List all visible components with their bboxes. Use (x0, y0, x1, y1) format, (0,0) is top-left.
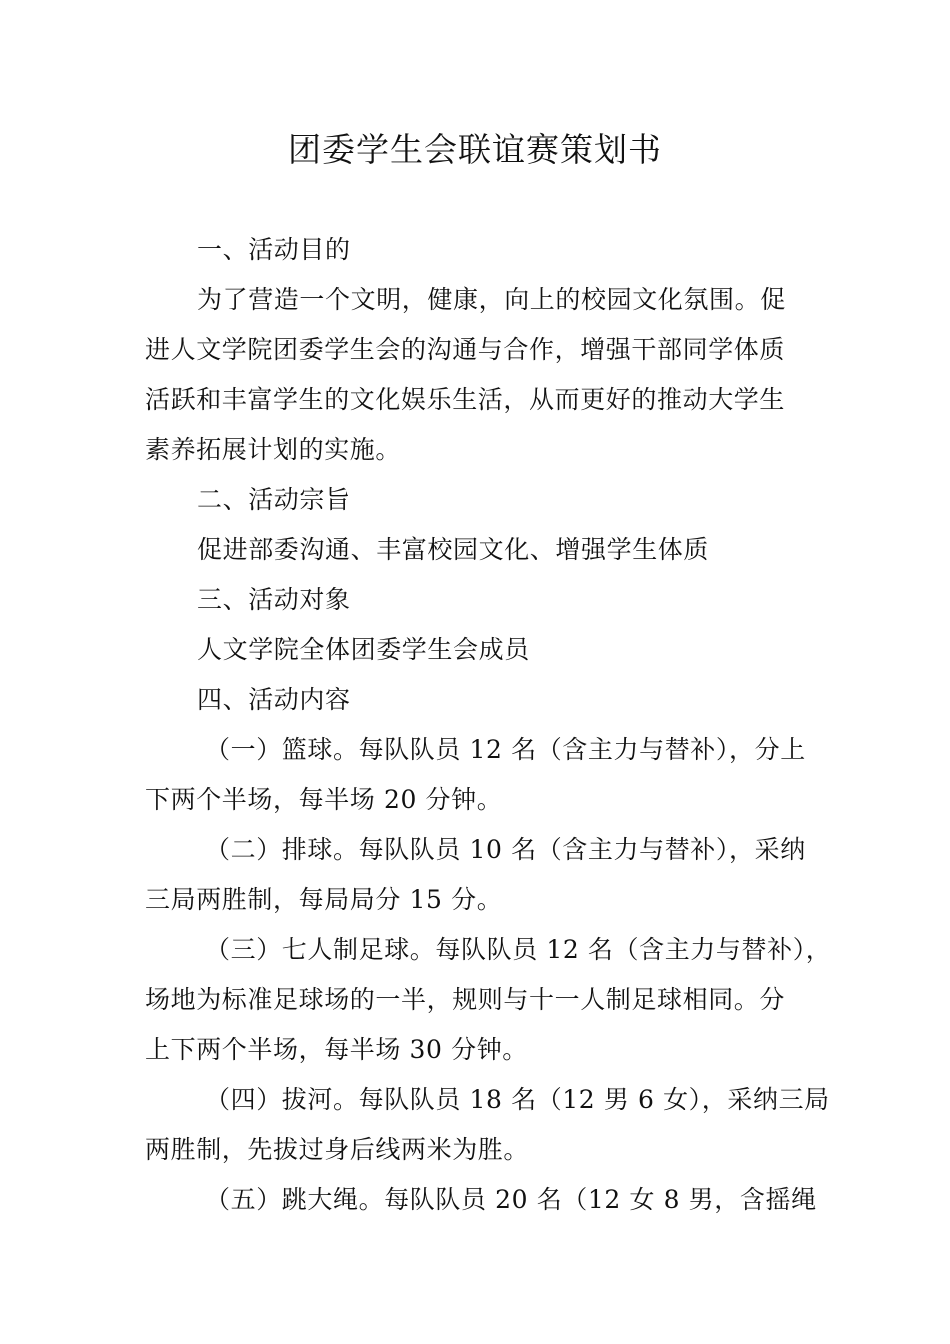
paragraph-line: 三局两胜制，每局局分 15 分。 (145, 885, 503, 914)
paragraph-line: 两胜制，先拔过身后线两米为胜。 (145, 1135, 530, 1164)
paragraph-line: 为了营造一个文明，健康，向上的校园文化氛围。促 (197, 285, 786, 314)
paragraph-line: 上下两个半场，每半场 30 分钟。 (145, 1035, 528, 1064)
document-title: 团委学生会联谊赛策划书 (288, 130, 662, 169)
paragraph-line: 素养拓展计划的实施。 (145, 435, 402, 464)
paragraph-line: 场地为标准足球场的一半，规则与十一人制足球相同。分 (145, 985, 786, 1014)
list-item-jump-rope: （五）跳大绳。每队队员 20 名（12 女 8 男，含摇绳 (205, 1185, 817, 1214)
section-heading-purpose: 一、活动目的 (197, 235, 351, 264)
paragraph-line: 进人文学院团委学生会的沟通与合作，增强干部同学体质 (145, 335, 786, 364)
list-item-tug-of-war: （四）拔河。每队队员 18 名（12 男 6 女），采纳三局 (205, 1085, 830, 1114)
section-heading-audience: 三、活动对象 (197, 585, 351, 614)
section-heading-content: 四、活动内容 (197, 685, 351, 714)
list-item-volleyball: （二）排球。每队队员 10 名（含主力与替补），采纳 (205, 835, 806, 864)
section-heading-aim: 二、活动宗旨 (197, 485, 351, 514)
paragraph-line: 活跃和丰富学生的文化娱乐生活，从而更好的推动大学生 (145, 385, 786, 414)
list-item-basketball: （一）篮球。每队队员 12 名（含主力与替补），分上 (205, 735, 806, 764)
document-body (145, 225, 832, 1225)
paragraph-line: 下两个半场，每半场 20 分钟。 (145, 785, 503, 814)
paragraph-line: 促进部委沟通、丰富校园文化、增强学生体质 (197, 535, 710, 564)
list-item-football: （三）七人制足球。每队队员 12 名（含主力与替补）， (205, 935, 832, 964)
paragraph-line: 人文学院全体团委学生会成员 (197, 635, 530, 664)
